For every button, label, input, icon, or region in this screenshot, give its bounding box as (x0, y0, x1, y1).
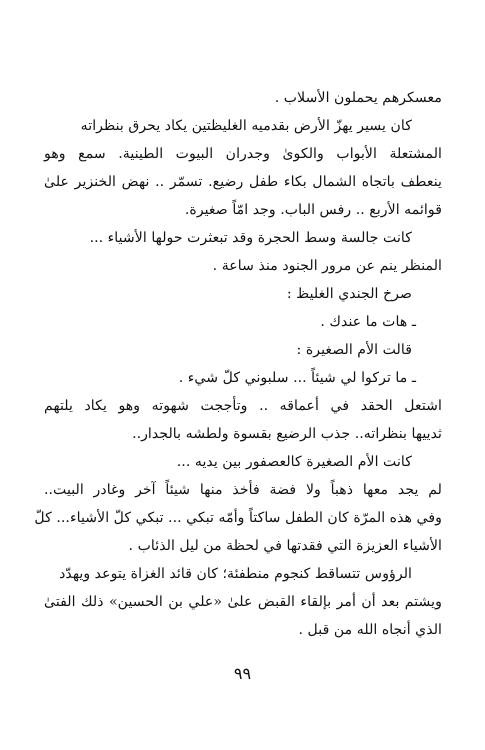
text-line: كانت جالسة وسط الحجرة وقد تبعثرت حولها الأشياء ... (89, 230, 412, 246)
text-line: ينعطف باتجاه الشمال بكاء طفل رضيع. تسمّر .. نهض الخنزير علىٰ (44, 174, 442, 190)
text-line: ويشتم بعد أن أمر بإلقاء القبض علىٰ «علي بن الحسين» ذلك الفتىٰ (44, 594, 442, 610)
text-line: الرؤوس تتساقط كنجوم منطفئة؛ كان قائد الغزاة يتوعد ويهدّد (59, 566, 412, 582)
page-body-text (34, 84, 442, 644)
text-line: وفي هذه المرّة كان الطفل ساكتاً وأمّه تبكي ... تبكي كلّ الأشياء... كلّ (34, 510, 442, 526)
text-line: كانت الأم الصغيرة كالعصفور بين يديه ... (176, 454, 412, 470)
page-number: ٩٩ (233, 664, 252, 683)
text-line: لم يجد معها ذهباً ولا فضة فأخذ منها شيئاً آخر وغادر البيت.. (44, 482, 442, 498)
text-line: المشتعلة الأبواب والكوىٰ وجدران البيوت الطينية. سمع وهو (44, 146, 442, 162)
text-line: الذي أنجاه الله من قبل . (298, 622, 442, 638)
text-line: معسكرهم يحملون الأسلاب . (274, 90, 442, 106)
text-line: صرخ الجندي الغليظ : (286, 286, 412, 302)
text-line: المنظر ينم عن مرور الجنود منذ ساعة . (212, 258, 442, 274)
text-line: الأشياء العزيزة التي فقدتها في لحظة من ليل الذئاب . (128, 538, 442, 554)
text-line: ـ هات ما عندك . (320, 314, 416, 330)
text-line: ـ ما تركوا لي شيئاً ... سلبوني كلّ شيء . (178, 370, 416, 386)
text-line: قالت الأم الصغيرة : (296, 342, 412, 358)
text-line: كان يسير يهزّ الأرض بقدميه الغليظتين يكاد يحرق بنظراته (80, 118, 412, 134)
text-line: قوائمه الأربع .. رفس الباب. وجد امّاً صغيرة. (184, 202, 442, 218)
text-line: اشتعل الحقد في أعماقه .. وتأججت شهوته وهو يكاد يلتهم (44, 398, 442, 414)
text-line: ثدييها بنظراته.. جذب الرضيع بقسوة ولطشه بالجدار.. (132, 426, 442, 442)
